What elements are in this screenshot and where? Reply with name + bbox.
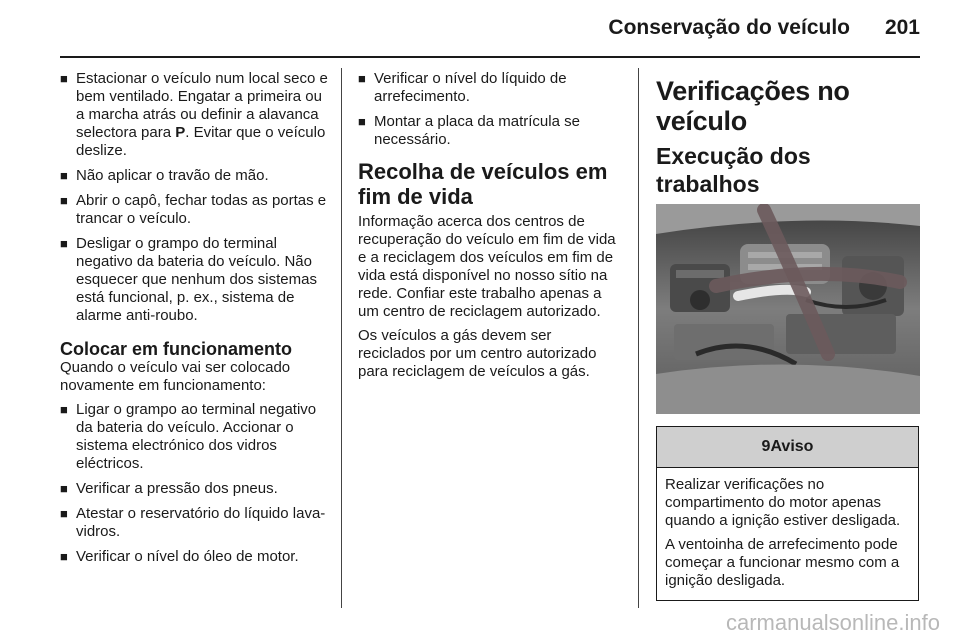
list-item [60, 548, 328, 566]
warning-title: Aviso [770, 438, 814, 455]
warning-paragraph: A ventoinha de arrefecimento pode começar a funcionar mesmo com a ignição desligada. [665, 536, 900, 589]
engine-compartment-illustration [656, 204, 920, 414]
warning-triangle-icon: 9 [761, 438, 771, 455]
bullet-square-icon: ■ [60, 236, 68, 251]
restart-intro: Quando o veículo vai ser colocado novamente em funcionamento: [60, 359, 291, 394]
list-item-text: Verificar o nível do líquido de arrefecimento. [374, 70, 567, 105]
column-left [60, 70, 328, 573]
header-title: Conservação do veículo [608, 16, 850, 39]
list-item-text: Ligar o grampo ao terminal negativo da bateria do veículo. Accionar o sistema electrónico dos vidros eléctricos. [76, 401, 317, 472]
list-item-text: Verificar o nível do óleo de motor. [76, 548, 299, 565]
restart-bullet-list [60, 401, 328, 566]
engine-compartment-photo [656, 204, 920, 414]
warning-paragraph: Realizar verificações no compartimento do motor apenas quando a ignição estiver desligada. [665, 476, 901, 529]
list-item [60, 167, 328, 185]
header-rule [60, 56, 920, 58]
chapter-heading: Verificações no veículo [656, 76, 850, 136]
column-divider-right [638, 68, 639, 608]
section-heading-work: Execução dos trabalhos [656, 143, 811, 197]
bullet-square-icon: ■ [60, 481, 68, 496]
list-item [60, 401, 328, 473]
warning-header [657, 427, 918, 468]
bullet-square-icon: ■ [60, 402, 68, 417]
column-right [656, 70, 920, 601]
section-heading-restart: Colocar em funcionamento [60, 339, 293, 359]
section-heading-end-of-life: Recolha de veículos em fim de vida [358, 159, 608, 209]
page-number: 201 [884, 16, 920, 39]
list-item-text: Verificar a pressão dos pneus. [76, 480, 278, 497]
bullet-square-icon: ■ [60, 549, 68, 564]
list-item [358, 113, 620, 149]
column-divider-left [341, 68, 342, 608]
restart-bullet-list-continued [358, 70, 620, 149]
list-item-text: Não aplicar o travão de mão. [76, 167, 269, 184]
list-item [60, 505, 328, 541]
list-item [60, 192, 328, 228]
storage-bullet-list [60, 70, 328, 325]
warning-box [656, 426, 919, 601]
list-item [60, 70, 328, 160]
list-item-text: Estacionar o veículo num local seco e bem ventilado. Engatar a primeira ou a marcha atrás ou definir a alavanca selectora para [76, 70, 328, 141]
list-item [358, 70, 620, 106]
bullet-square-icon: ■ [358, 114, 366, 129]
list-item-text: Montar a placa da matrícula se necessário. [374, 113, 580, 148]
bullet-square-icon: ■ [60, 193, 68, 208]
list-item-text: . Evitar que o veículo deslize. [76, 124, 326, 159]
gas-vehicle-paragraph: Os veículos a gás devem ser reciclados por um centro autorizado para reciclagem de veículos a gás. [358, 327, 597, 380]
warning-body [657, 468, 918, 600]
list-item-text: Desligar o grampo do terminal negativo da bateria do veículo. Não esquecer que nenhum dos sistemas está funcional, p. ex., sistema de alarme anti-roubo. [76, 235, 317, 324]
bullet-square-icon: ■ [60, 168, 68, 183]
list-item [60, 480, 328, 498]
list-item-text: Abrir o capô, fechar todas as portas e trancar o veículo. [76, 192, 327, 227]
list-item-text: Atestar o reservatório do líquido lava-vidros. [76, 505, 326, 540]
bullet-square-icon: ■ [358, 71, 366, 86]
end-of-life-paragraph: Informação acerca dos centros de recuperação do veículo em fim de vida e a reciclagem dos veículos em fim de vida está disponível no nosso sítio na rede. Confiar este trabalho apenas a um centro de reciclagem autorizado. [358, 213, 616, 320]
column-middle [358, 70, 620, 387]
list-item [60, 235, 328, 325]
bullet-square-icon: ■ [60, 71, 68, 86]
bullet-square-icon: ■ [60, 506, 68, 521]
watermark-text: carmanualsonline.info [725, 610, 940, 635]
gear-letter: P [175, 124, 186, 141]
